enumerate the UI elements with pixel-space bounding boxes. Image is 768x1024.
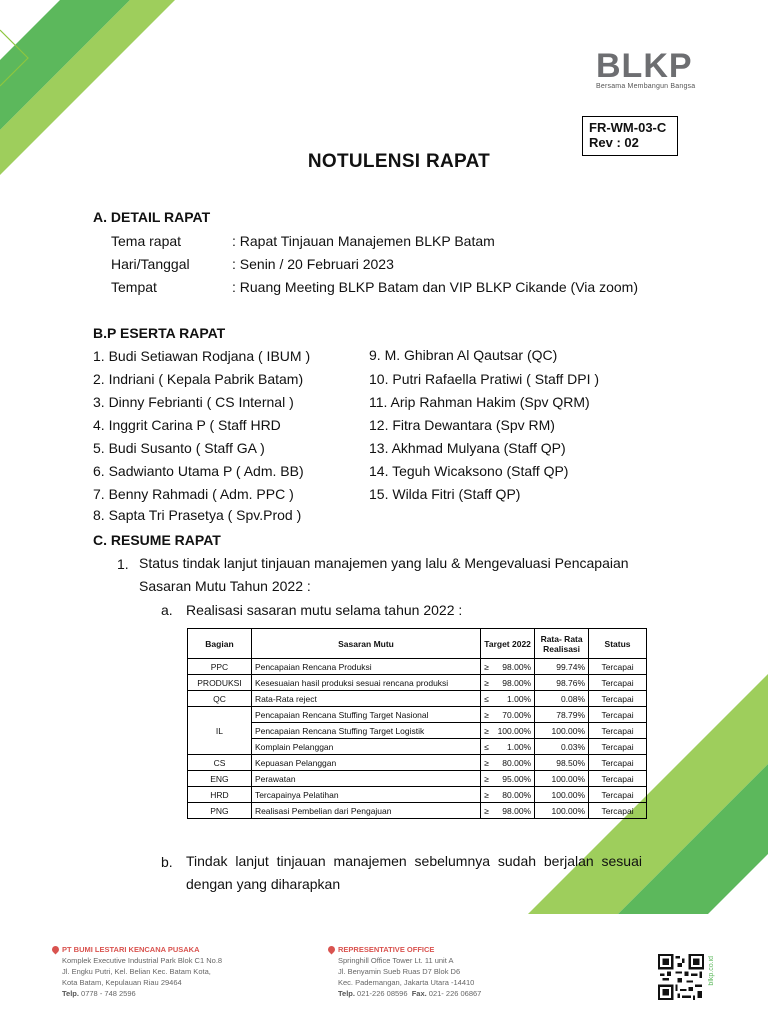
cell-status: Tercapai (589, 659, 647, 675)
footer-company-name: PT BUMI LESTARI KENCANA PUSAKA (62, 945, 200, 954)
table-row (188, 707, 647, 723)
cell-realisasi: 99.74% (535, 659, 589, 675)
footer-tel-label: Telp. (338, 989, 355, 998)
cell-bagian: HRD (188, 787, 252, 803)
location-pin-icon (327, 945, 337, 955)
sub-b-text (186, 850, 642, 896)
cell-realisasi: 100.00% (535, 723, 589, 739)
table-row (188, 675, 647, 691)
footer-address-line: Springhill Office Tower Lt. 11 unit A (338, 956, 454, 965)
sub-a-label: a. (161, 602, 173, 618)
company-logo (596, 47, 726, 90)
participant-15: 15. Wilda Fitri (Staff QP) (369, 486, 521, 502)
cell-status: Tercapai (589, 707, 647, 723)
section-a-heading: A. DETAIL RAPAT (93, 209, 211, 225)
cell-status: Tercapai (589, 691, 647, 707)
footer-tel: 0778 - 748 2596 (81, 989, 136, 998)
footer-fax-label: Fax. (411, 989, 427, 998)
cell-sasaran: Kesesuaian hasil produksi sesuai rencana produksi (251, 675, 480, 691)
cell-target: 80.00% (495, 755, 535, 771)
sub-b-label: b. (161, 854, 173, 870)
cell-symbol: ≥ (481, 787, 495, 803)
footer-fax: 021- 226 06867 (428, 989, 482, 998)
cell-status: Tercapai (589, 787, 647, 803)
cell-realisasi: 0.03% (535, 739, 589, 755)
table-row (188, 691, 647, 707)
footer-tel: 021-226 08596 (357, 989, 408, 998)
cell-realisasi: 0.08% (535, 691, 589, 707)
participant-12: 12. Fitra Dewantara (Spv RM) (369, 417, 555, 433)
location-pin-icon (51, 945, 61, 955)
participant-4: 4. Inggrit Carina P ( Staff HRD (93, 417, 281, 433)
participant-3: 3. Dinny Febrianti ( CS Internal ) (93, 394, 294, 410)
footer-address-line: Kec. Pademangan, Jakarta Utara -14410 (338, 978, 475, 987)
detail-value-tanggal: : Senin / 20 Februari 2023 (232, 256, 394, 272)
footer-address-line: Jl. Engku Putri, Kel. Belian Kec. Batam Kota, (62, 967, 211, 976)
cell-target: 70.00% (495, 707, 535, 723)
participant-14: 14. Teguh Wicaksono (Staff QP) (369, 463, 569, 479)
participant-10: 10. Putri Rafaella Pratiwi ( Staff DPI ) (369, 371, 600, 387)
footer-address-line: Komplek Executive Industrial Park Blok C1 No.8 (62, 956, 223, 965)
cell-sasaran: Rata-Rata reject (251, 691, 480, 707)
participant-7: 7. Benny Rahmadi ( Adm. PPC ) (93, 486, 294, 502)
cell-symbol: ≥ (481, 723, 495, 739)
cell-bagian: PPC (188, 659, 252, 675)
cell-bagian: PRODUKSI (188, 675, 252, 691)
detail-label-tema: Tema rapat (111, 233, 182, 249)
cell-symbol: ≥ (481, 755, 495, 771)
table-row (188, 739, 647, 755)
cell-target: 1.00% (495, 691, 535, 707)
cell-target: 98.00% (495, 659, 535, 675)
cell-realisasi: 100.00% (535, 803, 589, 819)
footer-address-line: Kota Batam, Kepulauan Riau 29464 (62, 978, 182, 987)
cell-realisasi: 98.50% (535, 755, 589, 771)
footer-website: blkp.co.id (708, 956, 715, 986)
participant-6: 6. Sadwianto Utama P ( Adm. BB) (93, 463, 304, 479)
detail-label-tempat: Tempat (111, 279, 157, 295)
cell-status: Tercapai (589, 723, 647, 739)
cell-bagian: IL (188, 707, 252, 755)
header-status: Status (589, 629, 647, 659)
footer-representative-office (328, 944, 481, 999)
footer-office-name: REPRESENTATIVE OFFICE (338, 945, 435, 954)
cell-bagian: ENG (188, 771, 252, 787)
cell-sasaran: Tercapainya Pelatihan (251, 787, 480, 803)
cell-status: Tercapai (589, 803, 647, 819)
header-target: Target 2022 (481, 629, 535, 659)
cell-sasaran: Komplain Pelanggan (251, 739, 480, 755)
cell-bagian: PNG (188, 803, 252, 819)
cell-status: Tercapai (589, 755, 647, 771)
document-code-box (582, 116, 678, 156)
detail-value-tempat: : Ruang Meeting BLKP Batam dan VIP BLKP Cikande (Via zoom) (232, 279, 638, 295)
qr-code-icon (658, 954, 704, 1000)
section-b-heading: B.P ESERTA RAPAT (93, 325, 226, 341)
cell-symbol: ≤ (481, 739, 495, 755)
footer-head-office (52, 944, 222, 999)
sub-b-line-2: dengan yang diharapkan (186, 876, 341, 892)
cell-status: Tercapai (589, 739, 647, 755)
cell-sasaran: Pencapaian Rencana Stuffing Target Nasional (251, 707, 480, 723)
header-bagian: Bagian (188, 629, 252, 659)
footer-address-line: Jl. Benyamin Sueb Ruas D7 Blok D6 (338, 967, 461, 976)
cell-sasaran: Perawatan (251, 771, 480, 787)
cell-target: 1.00% (495, 739, 535, 755)
cell-realisasi: 78.79% (535, 707, 589, 723)
document-revision: Rev : 02 (589, 135, 639, 150)
document-code: FR-WM-03-C (589, 120, 667, 135)
logo-wordmark: BLKP (596, 47, 693, 85)
cell-sasaran: Kepuasan Pelanggan (251, 755, 480, 771)
table-row (188, 723, 647, 739)
resume-item-line-1: Status tindak lanjut tinjauan manajemen yang lalu & Mengevaluasi Pencapaian (139, 555, 629, 571)
table-row (188, 803, 647, 819)
cell-target: 80.00% (495, 787, 535, 803)
cell-realisasi: 100.00% (535, 771, 589, 787)
cell-target: 100.00% (495, 723, 535, 739)
detail-value-tema: : Rapat Tinjauan Manajemen BLKP Batam (232, 233, 495, 249)
cell-symbol: ≤ (481, 691, 495, 707)
resume-item-text (139, 552, 642, 598)
participant-11: 11. Arip Rahman Hakim (Spv QRM) (369, 394, 590, 410)
cell-target: 95.00% (495, 771, 535, 787)
cell-symbol: ≥ (481, 675, 495, 691)
cell-status: Tercapai (589, 675, 647, 691)
table-row (188, 659, 647, 675)
participant-2: 2. Indriani ( Kepala Pabrik Batam) (93, 371, 304, 387)
footer-tel-label: Telp. (62, 989, 79, 998)
cell-bagian: QC (188, 691, 252, 707)
cell-sasaran: Realisasi Pembelian dari Pengajuan (251, 803, 480, 819)
sasaran-mutu-table (187, 628, 647, 819)
participant-1: 1. Budi Setiawan Rodjana ( IBUM ) (93, 348, 311, 364)
cell-realisasi: 100.00% (535, 787, 589, 803)
participant-5: 5. Budi Susanto ( Staff GA ) (93, 440, 265, 456)
cell-target: 98.00% (495, 803, 535, 819)
sub-b-line-1: Tindak lanjut tinjauan manajemen sebelumnya sudah berjalan sesuai (186, 853, 642, 869)
cell-bagian: CS (188, 755, 252, 771)
cell-status: Tercapai (589, 771, 647, 787)
participant-8: 8. Sapta Tri Prasetya ( Spv.Prod ) (93, 507, 302, 523)
resume-item-number: 1. (117, 556, 129, 572)
logo-tagline: Bersama Membangun Bangsa (596, 83, 696, 90)
participant-13: 13. Akhmad Mulyana (Staff QP) (369, 440, 566, 456)
resume-item-line-2: Sasaran Mutu Tahun 2022 : (139, 578, 311, 594)
header-realisasi: Rata- Rata Realisasi (535, 629, 589, 659)
cell-symbol: ≥ (481, 659, 495, 675)
cell-target: 98.00% (495, 675, 535, 691)
section-c-heading: C. RESUME RAPAT (93, 532, 221, 548)
cell-symbol: ≥ (481, 707, 495, 723)
table-row (188, 771, 647, 787)
participant-9: 9. M. Ghibran Al Qautsar (QC) (369, 347, 558, 363)
header-sasaran: Sasaran Mutu (251, 629, 480, 659)
cell-symbol: ≥ (481, 771, 495, 787)
detail-label-tanggal: Hari/Tanggal (111, 256, 190, 272)
sub-a-text: Realisasi sasaran mutu selama tahun 2022 : (186, 602, 463, 618)
table-header-row (188, 629, 647, 659)
page-title: NOTULENSI RAPAT (307, 151, 491, 172)
table-row (188, 787, 647, 803)
cell-symbol: ≥ (481, 803, 495, 819)
cell-realisasi: 98.76% (535, 675, 589, 691)
cell-sasaran: Pencapaian Rencana Produksi (251, 659, 480, 675)
table-row (188, 755, 647, 771)
cell-sasaran: Pencapaian Rencana Stuffing Target Logistik (251, 723, 480, 739)
